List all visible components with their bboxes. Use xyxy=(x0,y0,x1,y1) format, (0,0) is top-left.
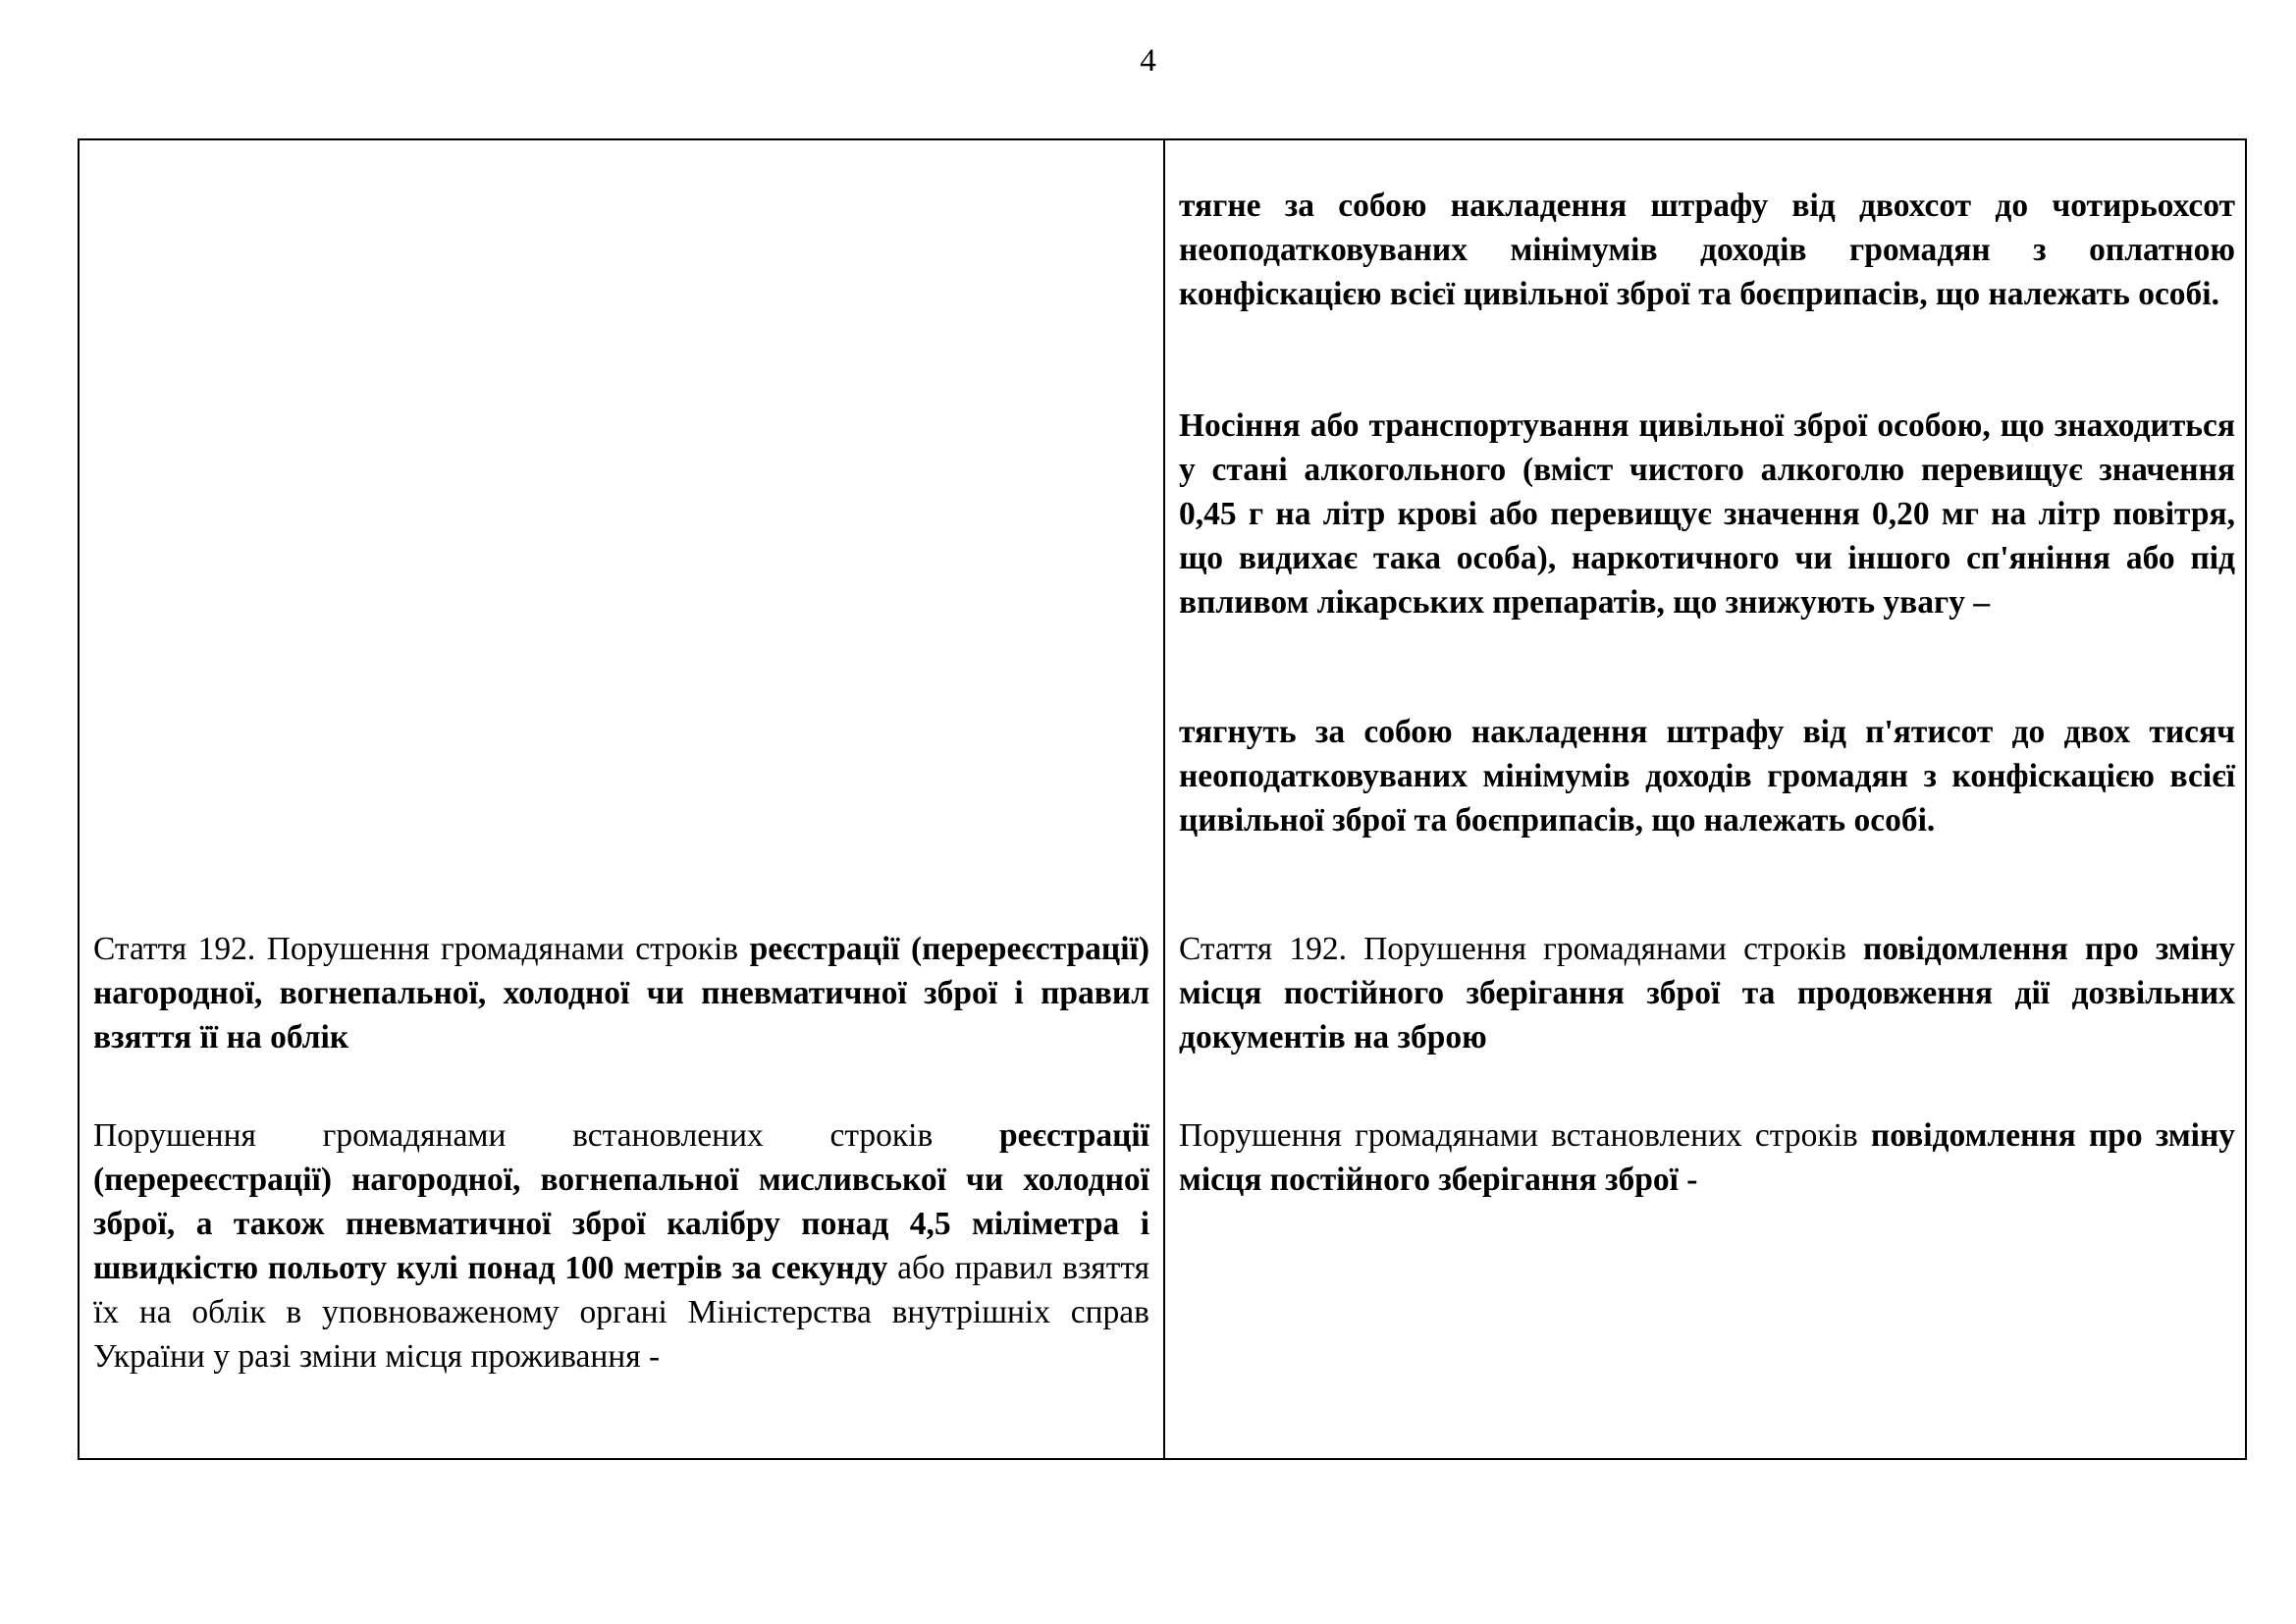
left-article-title xyxy=(93,927,1149,1059)
right-penalty-text-1: тягне за собою накладення штрафу від двохсот до чотирьохсот неоподатковуваних мінімумів доходів громадян з оплатною конфіскацією всієї цивільної зброї та боєприпасів, що належать особі. xyxy=(1179,188,2235,312)
comparison-table xyxy=(78,138,2247,1460)
right-article-title xyxy=(1179,927,2235,1059)
right-offense-paragraph xyxy=(1179,404,2235,624)
right-penalty-paragraph-2 xyxy=(1179,710,2235,842)
right-article-body-plain: Порушення громадянами встановлених строків xyxy=(1179,1117,1871,1154)
left-article-body-plain-1: Порушення громадянами встановлених строків xyxy=(93,1117,999,1154)
right-offense-text: Носіння або транспортування цивільної зброї особою, що знаходиться у стані алкогольного (вміст чистого алкоголю перевищує значення 0,45 г на літр крові або перевищує значення 0,20 мг на літр повітря, що видихає така особа), наркотичного чи іншого сп'яніння або під впливом лікарських препаратів, що знижують увагу – xyxy=(1179,407,2235,621)
left-article-body-bold: реєстрації (перереєстрації) нагородної, вогнепальної мисливської чи холодної зброї, а також пневматичної зброї калібру понад 4,5 міліметра і швидкістю польоту кулі понад 100 метрів за секунду xyxy=(93,1117,1149,1286)
left-article-body-plain-2: або правил взяття їх на облік в уповноваженому органі Міністерства внутрішніх справ України у разі зміни місця проживання - xyxy=(93,1250,1149,1375)
right-column xyxy=(1165,140,2245,1458)
left-article-body xyxy=(93,1113,1149,1379)
right-penalty-paragraph-1 xyxy=(1179,184,2235,316)
right-penalty-text-2: тягнуть за собою накладення штрафу від п'ятисот до двох тисяч неоподатковуваних мінімумів доходів громадян з конфіскацією всієї цивільної зброї та боєприпасів, що належать особі. xyxy=(1179,714,2235,839)
right-article-body-bold: повідомлення про зміну місця постійного зберігання зброї - xyxy=(1179,1117,2235,1198)
right-article-title-plain: Стаття 192. Порушення громадянами строків xyxy=(1179,931,1864,967)
left-article-title-bold: реєстрації (перереєстрації) нагородної, вогнепальної, холодної чи пневматичної зброї і правил взяття її на облік xyxy=(93,931,1149,1056)
left-article-title-plain: Стаття 192. Порушення громадянами строків xyxy=(93,931,750,967)
right-article-body xyxy=(1179,1113,2235,1202)
page-number: 4 xyxy=(1140,43,1156,79)
left-column xyxy=(80,140,1165,1458)
right-article-title-bold: повідомлення про зміну місця постійного зберігання зброї та продовження дії дозвільних документів на зброю xyxy=(1179,931,2235,1056)
